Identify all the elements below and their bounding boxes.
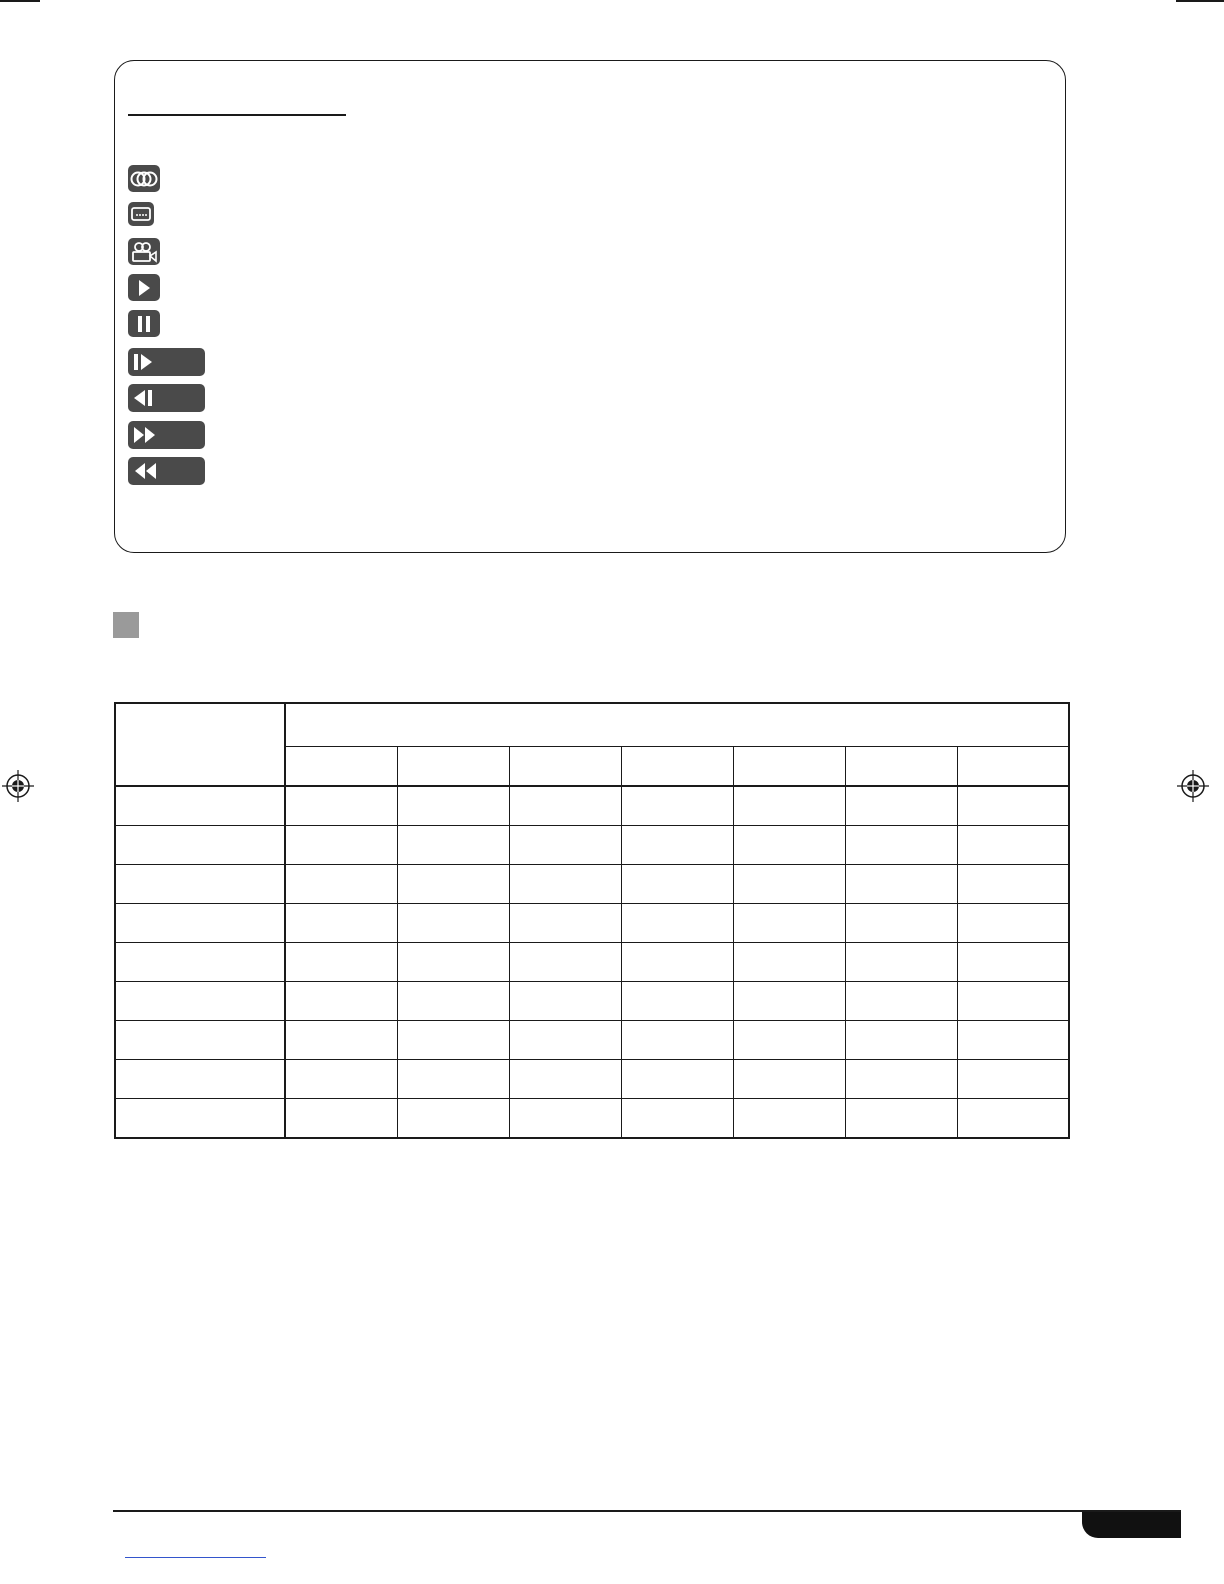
table-cell [957, 982, 1069, 1021]
table-cell [509, 865, 621, 904]
table-cell [845, 786, 957, 826]
row-header [115, 982, 285, 1021]
row-header [115, 1099, 285, 1139]
table-cell [285, 786, 397, 826]
table-cell [845, 1099, 957, 1139]
registration-mark-right [1177, 770, 1209, 802]
table-cell [285, 826, 397, 865]
table-cell [957, 865, 1069, 904]
column-header [957, 747, 1069, 787]
table-cell [845, 943, 957, 982]
table-cell [733, 982, 845, 1021]
row-header [115, 826, 285, 865]
table-cell [397, 943, 509, 982]
table-cell [397, 865, 509, 904]
table-cell [621, 1021, 733, 1060]
table-cell [397, 982, 509, 1021]
table-cell [509, 786, 621, 826]
table-row [115, 786, 1069, 826]
table-row [115, 865, 1069, 904]
table-cell [845, 826, 957, 865]
table-cell [397, 904, 509, 943]
table-cell [509, 1021, 621, 1060]
table-group-header-row [115, 703, 1069, 747]
subtitle-icon [128, 202, 154, 226]
legend-heading-underline [128, 114, 346, 116]
slow-reverse-icon [128, 384, 205, 412]
table-cell [845, 865, 957, 904]
crop-mark-top-right [1176, 0, 1224, 2]
table-cell [285, 982, 397, 1021]
table-cell [621, 904, 733, 943]
table-cell [957, 1021, 1069, 1060]
table-cell [397, 786, 509, 826]
table-cell [285, 1021, 397, 1060]
table-cell [957, 826, 1069, 865]
table-cell [509, 904, 621, 943]
row-header [115, 786, 285, 826]
audio-language-icon [128, 165, 160, 192]
table-cell [845, 1021, 957, 1060]
row-header [115, 1060, 285, 1099]
row-header [115, 1021, 285, 1060]
table-cell [957, 786, 1069, 826]
table-cell [733, 904, 845, 943]
play-icon [128, 274, 160, 301]
section-marker [113, 612, 139, 638]
registration-mark-left [2, 770, 34, 802]
column-header [621, 747, 733, 787]
table-cell [845, 982, 957, 1021]
table-cell [957, 1099, 1069, 1139]
table-cell [509, 1060, 621, 1099]
table-cell [957, 904, 1069, 943]
table-cell [285, 1060, 397, 1099]
table-cell [509, 826, 621, 865]
table-cell [285, 904, 397, 943]
pause-icon [128, 310, 160, 337]
table-group-header [285, 703, 1069, 747]
table-cell [621, 943, 733, 982]
column-header [845, 747, 957, 787]
footer-link-underline [125, 1557, 266, 1558]
row-header [115, 904, 285, 943]
table-cell [621, 1060, 733, 1099]
page-number-tab [1082, 1512, 1181, 1538]
footer-rule [113, 1510, 1181, 1512]
slow-forward-icon [128, 348, 205, 376]
compatibility-table [114, 702, 1070, 1139]
table-cell [509, 943, 621, 982]
table-cell [397, 826, 509, 865]
row-header [115, 943, 285, 982]
table-cell [621, 865, 733, 904]
table-row [115, 943, 1069, 982]
table-cell [397, 1021, 509, 1060]
table-row [115, 826, 1069, 865]
table-cell [285, 865, 397, 904]
column-header [509, 747, 621, 787]
column-header [285, 747, 397, 787]
table-row [115, 1099, 1069, 1139]
table-cell [733, 1060, 845, 1099]
column-header [397, 747, 509, 787]
table-cell [621, 826, 733, 865]
table-cell [621, 982, 733, 1021]
table-row [115, 1021, 1069, 1060]
table-cell [397, 1060, 509, 1099]
table-cell [621, 1099, 733, 1139]
table-cell [621, 786, 733, 826]
table-cell [845, 1060, 957, 1099]
table-cell [957, 943, 1069, 982]
table-cell [733, 943, 845, 982]
table-corner-cell [115, 703, 285, 786]
fast-forward-icon [128, 421, 205, 449]
crop-mark-top-left [0, 0, 40, 2]
table-cell [285, 1099, 397, 1139]
table-cell [845, 904, 957, 943]
column-header [733, 747, 845, 787]
camera-angle-icon [128, 238, 160, 265]
table-cell [397, 1099, 509, 1139]
icon-legend-box [114, 60, 1066, 553]
table-cell [509, 982, 621, 1021]
table-cell [733, 865, 845, 904]
fast-reverse-icon [128, 457, 205, 485]
table-cell [733, 1021, 845, 1060]
table-cell [733, 826, 845, 865]
row-header [115, 865, 285, 904]
table-row [115, 982, 1069, 1021]
table-cell [733, 1099, 845, 1139]
table-cell [733, 786, 845, 826]
table-row [115, 904, 1069, 943]
table-cell [285, 943, 397, 982]
table-row [115, 1060, 1069, 1099]
table-cell [957, 1060, 1069, 1099]
table-cell [509, 1099, 621, 1139]
